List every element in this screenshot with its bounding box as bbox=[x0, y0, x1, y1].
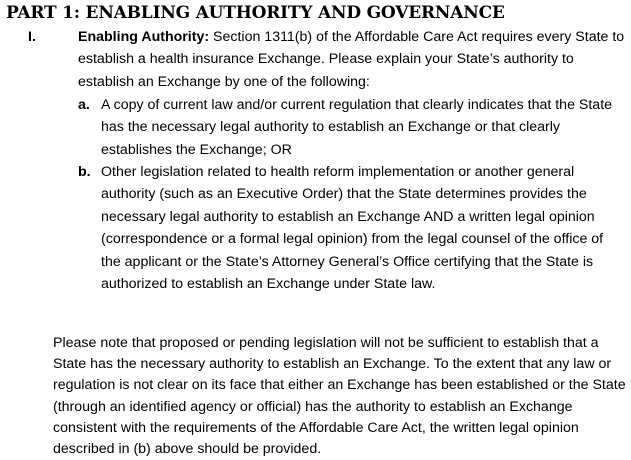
option-text: Other legislation related to health reform implementation or another general authority (such as an Executive Order) that the State determines provides the necessary legal authority to establish an Exchange AND a written legal opinion (correspondence or a formal legal opinion) from the legal counsel of the office of the applicant or the State’s Attorney General’s Office certifying that the State is authorized to establish an Exchange under State law. bbox=[101, 164, 604, 293]
option-letter: b. bbox=[78, 164, 91, 180]
option-text: A copy of current law and/or current regulation that clearly indicates that the State has the necessary legal authority to establish an Exchange or that clearly establishes the Exchange; OR bbox=[101, 97, 613, 158]
section-text: Section 1311(b) of the Affordable Care Act requires every State to establish a health insurance Exchange. Please explain your State’s authority to establish an Exchange by one of the following: bbox=[78, 29, 625, 90]
part-title: PART 1: ENABLING AUTHORITY AND GOVERNANCE bbox=[6, 3, 505, 23]
section-enabling-authority bbox=[78, 26, 626, 93]
section-number: I. bbox=[28, 29, 36, 45]
option-letter: a. bbox=[78, 97, 90, 113]
note-paragraph: Please note that proposed or pending legislation will not be sufficient to establish that a State has the necessary authority to establish an Exchange. To the extent that any law or regulation is not clear on its face that either an Exchange has been established or the State (through an identified agency or official) has the authority to establish an Exchange consistent with the requirements of the Affordable Care Act, the written legal opinion described in (b) above should be provided. bbox=[53, 335, 626, 458]
section-lead: Enabling Authority: bbox=[78, 29, 210, 45]
